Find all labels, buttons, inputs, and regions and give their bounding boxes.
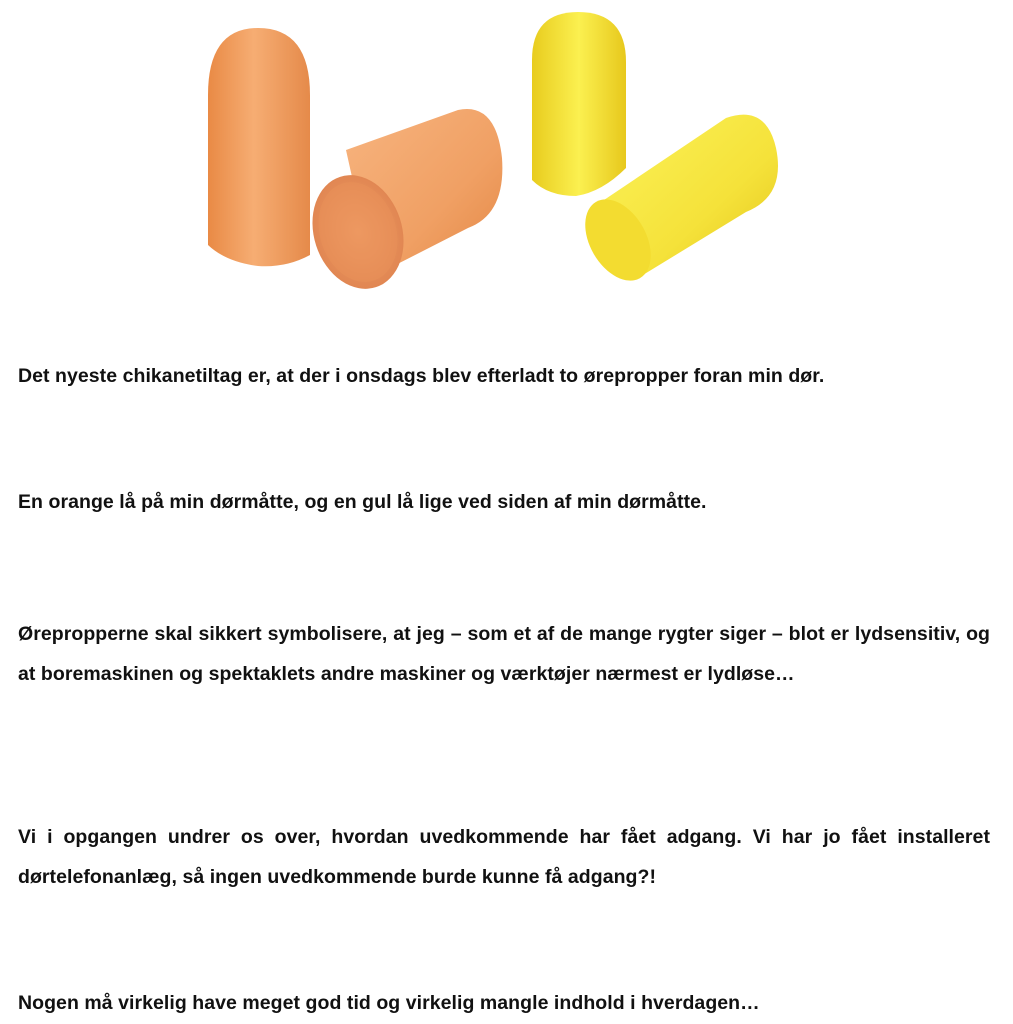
earplugs-photo <box>206 0 802 318</box>
paragraph-3: Ørepropperne skal sikkert symbolisere, at jeg – som et af de mange rygter siger – blot er lydsensitiv, og at boremaskinen og spektaklets andre maskiner og værktøjer nærmest er lydløse… <box>18 623 990 685</box>
paragraph-4: Vi i opgangen undrer os over, hvordan uvedkommende har fået adgang. Vi har jo fået installeret dørtelefonanlæg, så ingen uvedkommende burde kunne få adgang?! <box>18 826 990 888</box>
orange-standing-earplug <box>208 28 310 266</box>
orange-lying-earplug <box>298 109 502 301</box>
paragraph-1: Det nyeste chikanetiltag er, at der i onsdags blev efterladt to ørepropper foran min dør. <box>18 365 825 387</box>
paragraph-5: Nogen må virkelig have meget god tid og virkelig mangle indhold i hverdagen… <box>18 992 760 1014</box>
yellow-standing-earplug <box>532 12 626 196</box>
paragraph-2: En orange lå på min dørmåtte, og en gul lå lige ved siden af min dørmåtte. <box>18 491 707 513</box>
